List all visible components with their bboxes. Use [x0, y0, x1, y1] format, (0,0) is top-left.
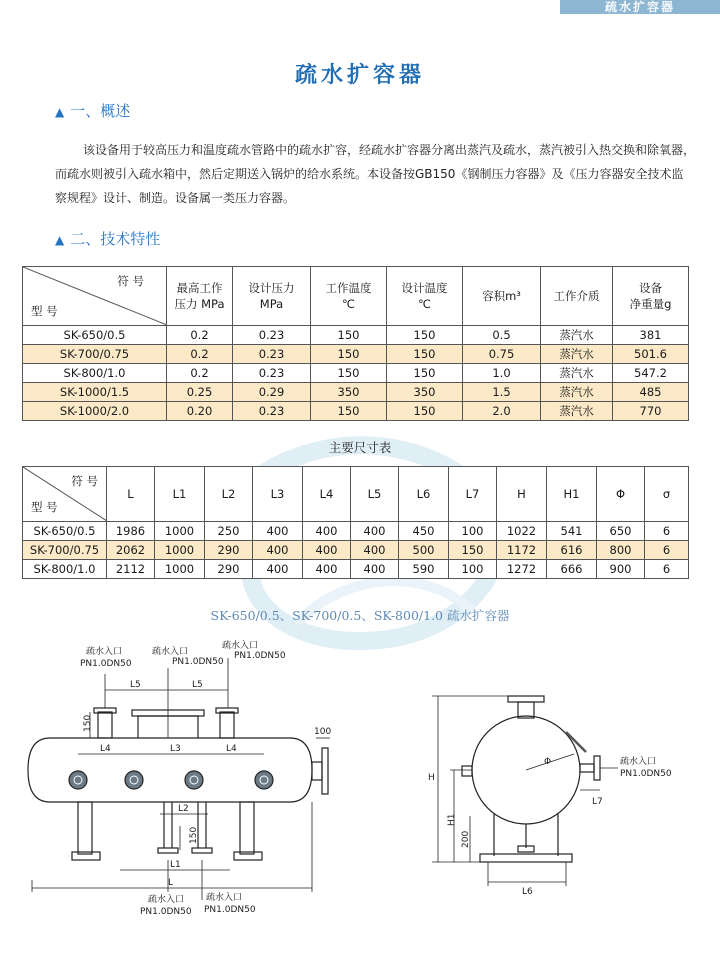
label-L5: L5: [130, 680, 141, 690]
table-cell: 400: [351, 541, 399, 560]
table-cell: 1000: [155, 560, 205, 579]
table-cell: 400: [303, 560, 351, 579]
inlet-spec-5: PN1.0DN50: [204, 905, 256, 915]
spec-header-medium: [541, 267, 613, 326]
dim-header-L4: L4: [303, 467, 351, 522]
spec-header-max-pressure: [167, 267, 233, 326]
table-cell: 350: [311, 383, 387, 402]
end-left-port: [462, 766, 472, 776]
dim-table-header: [23, 467, 689, 522]
table-cell: 450: [399, 522, 449, 541]
label-200: 200: [461, 830, 471, 848]
label-L6: L6: [522, 887, 533, 897]
table-cell: 547.2: [613, 364, 689, 383]
table-cell: SK-700/0.75: [23, 541, 107, 560]
header-line: 工作介质: [553, 289, 600, 303]
table-cell: 400: [351, 560, 399, 579]
table-cell: 400: [253, 522, 303, 541]
table-cell: 400: [303, 541, 351, 560]
table-cell: 381: [613, 326, 689, 345]
inlet-spec-1: PN1.0DN50: [80, 659, 132, 669]
diagram-caption: SK-650/0.5、SK-700/0.5、SK-800/1.0 疏水扩容器: [210, 608, 510, 623]
table-cell: 1986: [107, 522, 155, 541]
spec-header-design-temp: [387, 267, 463, 326]
corner-section-tab: 疏水扩容器: [560, 0, 720, 14]
label-phi: Φ: [544, 757, 552, 767]
table-cell: 6: [645, 522, 689, 541]
table-cell: SK-650/0.5: [23, 522, 107, 541]
table-cell: SK-800/1.0: [23, 560, 107, 579]
dim-header-L2: L2: [205, 467, 253, 522]
table-cell: 1272: [497, 560, 547, 579]
label-L3: L3: [170, 744, 181, 754]
dim-header-L7: L7: [449, 467, 497, 522]
table-cell: 666: [547, 560, 597, 579]
end-side-flange: [594, 756, 600, 780]
table-cell: 485: [613, 383, 689, 402]
inlet-label-3: 疏水入口: [222, 641, 259, 651]
table-cell: 0.23: [233, 326, 311, 345]
label-H1: H1: [447, 813, 457, 826]
table-cell: 0.25: [167, 383, 233, 402]
label-100: 100: [314, 727, 332, 737]
table-row: [23, 326, 689, 345]
spec-corner-cell: [23, 267, 167, 326]
side-leg-right: [240, 802, 254, 854]
side-nozzle-top-left: [98, 712, 112, 738]
side-leg-left-foot: [72, 852, 100, 860]
inlet-label-2: 疏水入口: [152, 647, 189, 657]
table-cell: 0.20: [167, 402, 233, 421]
page-title: 疏水扩容器: [294, 63, 425, 88]
table-cell: 100: [449, 522, 497, 541]
header-line: 压力 MPa: [174, 297, 225, 311]
table-cell: 500: [399, 541, 449, 560]
header-line: MPa: [259, 297, 284, 311]
table-cell: 770: [613, 402, 689, 421]
dim-corner-cell: [23, 467, 107, 522]
table-cell: SK-650/0.5: [23, 326, 167, 345]
header-line: 净重量g: [629, 297, 672, 311]
table-cell: 6: [645, 541, 689, 560]
dim-table: [22, 466, 689, 579]
table-cell: 1.5: [463, 383, 541, 402]
dim-table-caption: 主要尺寸表: [328, 440, 392, 455]
side-right-flange: [322, 748, 328, 794]
header-line: 最高工作: [176, 281, 223, 295]
table-cell: 0.23: [233, 402, 311, 421]
section-overview-heading: [55, 100, 130, 121]
table-cell: 400: [303, 522, 351, 541]
table-cell: SK-700/0.75: [23, 345, 167, 364]
inlet-spec-4: PN1.0DN50: [140, 907, 192, 917]
side-port-3: [185, 771, 203, 789]
table-cell: 0.2: [167, 326, 233, 345]
spec-table: [22, 266, 689, 421]
table-cell: 1022: [497, 522, 547, 541]
table-cell: 150: [387, 345, 463, 364]
table-row: [23, 560, 689, 579]
table-cell: 150: [387, 326, 463, 345]
header-line: 设计压力: [248, 281, 295, 295]
header-line: ℃: [342, 297, 355, 311]
inlet-label-1: 疏水入口: [86, 647, 123, 657]
triangle-bullet-icon: ▲: [55, 105, 65, 119]
table-cell: 蒸汽水: [541, 364, 613, 383]
table-cell: 0.5: [463, 326, 541, 345]
side-leg-right-foot: [234, 852, 262, 860]
dim-header-H1: H1: [547, 467, 597, 522]
label-L2: L2: [178, 804, 189, 814]
end-top-flange: [508, 696, 544, 702]
label-L4b: L4: [226, 744, 237, 754]
table-cell: 0.29: [233, 383, 311, 402]
inlet-spec-2: PN1.0DN50: [172, 657, 224, 667]
inlet-label-5: 疏水入口: [206, 893, 243, 903]
section-overview-title: 一、概述: [70, 102, 131, 120]
table-cell: 1000: [155, 541, 205, 560]
spec-header-volume: [463, 267, 541, 326]
label-L7: L7: [592, 797, 603, 807]
table-cell: 蒸汽水: [541, 402, 613, 421]
table-cell: 1000: [155, 522, 205, 541]
table-cell: SK-800/1.0: [23, 364, 167, 383]
table-cell: 400: [351, 522, 399, 541]
table-cell: 150: [311, 402, 387, 421]
table-row: [23, 383, 689, 402]
table-cell: 650: [597, 522, 645, 541]
table-cell: 0.75: [463, 345, 541, 364]
table-cell: 250: [205, 522, 253, 541]
table-cell: 150: [311, 364, 387, 383]
table-row: [23, 364, 689, 383]
table-cell: 蒸汽水: [541, 383, 613, 402]
table-cell: 501.6: [613, 345, 689, 364]
table-cell: 150: [387, 402, 463, 421]
dim-corner-top: 符 号: [71, 474, 98, 488]
spec-corner-top: 符 号: [117, 274, 144, 288]
table-cell: 150: [449, 541, 497, 560]
label-150: 150: [83, 714, 93, 732]
table-cell: SK-1000/2.0: [23, 402, 167, 421]
spec-header-design-pressure: [233, 267, 311, 326]
table-cell: 2.0: [463, 402, 541, 421]
section-specs-title: 二、技术特性: [70, 230, 161, 248]
header-line: 工作温度: [325, 281, 372, 295]
header-line: 设备: [639, 281, 662, 295]
table-cell: 1172: [497, 541, 547, 560]
dim-header-L6: L6: [399, 467, 449, 522]
table-cell: 蒸汽水: [541, 345, 613, 364]
table-cell: 150: [387, 364, 463, 383]
table-cell: 290: [205, 541, 253, 560]
label-L4: L4: [100, 744, 111, 754]
table-cell: 0.2: [167, 364, 233, 383]
table-cell: 350: [387, 383, 463, 402]
side-port-1: [69, 771, 87, 789]
dim-header-L5: L5: [351, 467, 399, 522]
overview-paragraph: [55, 138, 695, 210]
dim-corner-bottom: 型 号: [31, 500, 58, 514]
side-port-4: [255, 771, 273, 789]
label-150b: 150: [189, 826, 199, 844]
table-cell: 150: [311, 345, 387, 364]
table-cell: 616: [547, 541, 597, 560]
inlet-spec-3: PN1.0DN50: [234, 651, 286, 661]
side-right-nozzle: [312, 762, 322, 780]
table-cell: 100: [449, 560, 497, 579]
side-nozzle-top-right: [220, 712, 234, 738]
section-specs-heading: [55, 228, 160, 249]
table-cell: 1.0: [463, 364, 541, 383]
dim-header-phi: Φ: [597, 467, 645, 522]
side-leg-left: [78, 802, 92, 854]
spec-header-weight: [613, 267, 689, 326]
spec-header-work-temp: [311, 267, 387, 326]
label-L: L: [168, 878, 174, 888]
dim-header-L1: L1: [155, 467, 205, 522]
side-bottom-flange: [158, 848, 178, 853]
table-row: [23, 522, 689, 541]
side-port-2: [125, 771, 143, 789]
triangle-bullet-icon: ▲: [55, 233, 65, 247]
spec-corner-bottom: 型 号: [31, 304, 58, 318]
header-line: ℃: [418, 297, 431, 311]
table-cell: 2062: [107, 541, 155, 560]
inlet-spec-end: PN1.0DN50: [620, 769, 672, 779]
table-cell: 290: [205, 560, 253, 579]
label-L1: L1: [170, 860, 181, 870]
table-cell: 400: [253, 541, 303, 560]
table-row: [23, 402, 689, 421]
dim-header-L: L: [107, 467, 155, 522]
dim-header-L3: L3: [253, 467, 303, 522]
technical-drawing: [0, 630, 720, 960]
spec-table-header: [23, 267, 689, 326]
header-line: 设计温度: [401, 281, 448, 295]
table-cell: 400: [253, 560, 303, 579]
table-cell: 590: [399, 560, 449, 579]
inlet-label-4: 疏水入口: [148, 895, 185, 905]
table-cell: 800: [597, 541, 645, 560]
table-cell: 150: [311, 326, 387, 345]
table-cell: 900: [597, 560, 645, 579]
table-cell: 0.23: [233, 345, 311, 364]
dim-header-sigma: σ: [645, 467, 689, 522]
table-cell: 0.2: [167, 345, 233, 364]
table-cell: 541: [547, 522, 597, 541]
inlet-label-end: 疏水入口: [620, 757, 657, 767]
table-cell: 蒸汽水: [541, 326, 613, 345]
table-row: [23, 541, 689, 560]
label-H: H: [428, 773, 435, 783]
table-cell: 2112: [107, 560, 155, 579]
overview-text: 该设备用于较高压力和温度疏水管路中的疏水扩容，经疏水扩容器分离出蒸汽及疏水，蒸汽被引入热交换和除氧器，而疏水则被引入疏水箱中，然后定期送入锅炉的给水系统。本设备按GB150《钢制压力容器》及《压力容器安全技术监察规程》设计、制造。设备属一类压力容器。: [55, 143, 696, 205]
table-cell: SK-1000/1.5: [23, 383, 167, 402]
dim-header-H: H: [497, 467, 547, 522]
table-cell: 6: [645, 560, 689, 579]
table-cell: 0.23: [233, 364, 311, 383]
end-side-nozzle: [580, 764, 594, 772]
header-line: 容积m³: [482, 289, 521, 303]
label-L5b: L5: [192, 680, 203, 690]
table-row: [23, 345, 689, 364]
